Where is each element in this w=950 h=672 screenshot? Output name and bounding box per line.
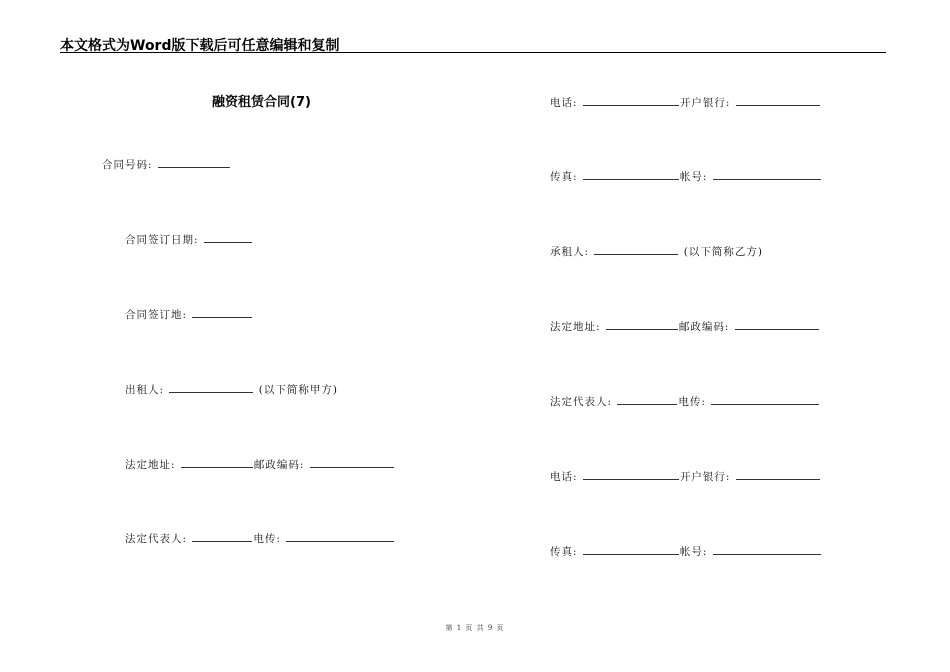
lessor-rep-blank [192,530,252,542]
lessor-phone-label: 电话: [550,97,578,109]
lessee-phone-line [550,468,821,484]
contract-number-line [102,156,231,172]
lessor-phone-line [550,94,821,110]
lessor-telex-label: 电传: [253,533,281,545]
lessor-suffix: (以下简称甲方) [258,384,338,396]
lessee-postcode-label: 邮政编码: [678,321,730,333]
lessor-address-line [125,456,395,472]
lessor-fax-label: 传真: [550,171,578,183]
lessee-rep-line [550,393,820,409]
lessor-bank-label: 开户银行: [679,97,731,109]
page-number: 第 1 页 共 9 页 [445,624,505,632]
lessee-address-blank [606,318,678,330]
sign-place-label: 合同签订地: [125,309,188,321]
contract-number-label: 合同号码: [102,159,153,171]
lessor-postcode-label: 邮政编码: [253,459,305,471]
lessee-bank-label: 开户银行: [679,471,731,483]
lessee-address-line [550,318,820,334]
sign-place-line [125,306,253,322]
lessee-telex-blank [711,393,819,405]
lessor-bank-blank [736,94,820,106]
lessee-telex-label: 电传: [678,396,706,408]
sign-date-label: 合同签订日期: [125,234,199,246]
lessor-label: 出租人: [125,384,165,396]
lessor-phone-blank [583,94,679,106]
lessee-account-blank [713,543,821,555]
lessee-account-label: 帐号: [679,546,708,558]
lessee-line [550,243,763,259]
sign-date-line [125,231,253,247]
sign-place-blank [192,306,252,318]
lessee-postcode-blank [735,318,819,330]
document-title: 融资租赁合同(7) [212,95,311,110]
lessee-blank [594,243,678,255]
lessor-blank [169,381,253,393]
lessor-postcode-blank [310,456,394,468]
lessor-address-label: 法定地址: [125,459,176,471]
lessee-label: 承租人: [550,246,590,258]
lessor-address-blank [181,456,253,468]
lessor-rep-line [125,530,395,546]
lessee-fax-label: 传真: [550,546,578,558]
lessor-fax-line [550,168,822,184]
lessee-phone-blank [583,468,679,480]
lessor-account-label: 帐号: [679,171,708,183]
header-divider [60,52,886,53]
lessee-fax-blank [583,543,679,555]
document-header: 本文格式为Word版下载后可任意编辑和复制 [60,38,340,54]
sign-date-blank [204,231,252,243]
lessee-fax-line [550,543,822,559]
contract-number-blank [158,156,230,168]
lessor-telex-blank [286,530,394,542]
lessee-bank-blank [736,468,820,480]
lessee-address-label: 法定地址: [550,321,601,333]
lessee-rep-blank [617,393,677,405]
lessee-rep-label: 法定代表人: [550,396,613,408]
lessor-rep-label: 法定代表人: [125,533,188,545]
lessor-fax-blank [583,168,679,180]
lessor-account-blank [713,168,821,180]
lessee-suffix: (以下简称乙方) [683,246,763,258]
lessor-line [125,381,338,397]
lessee-phone-label: 电话: [550,471,578,483]
